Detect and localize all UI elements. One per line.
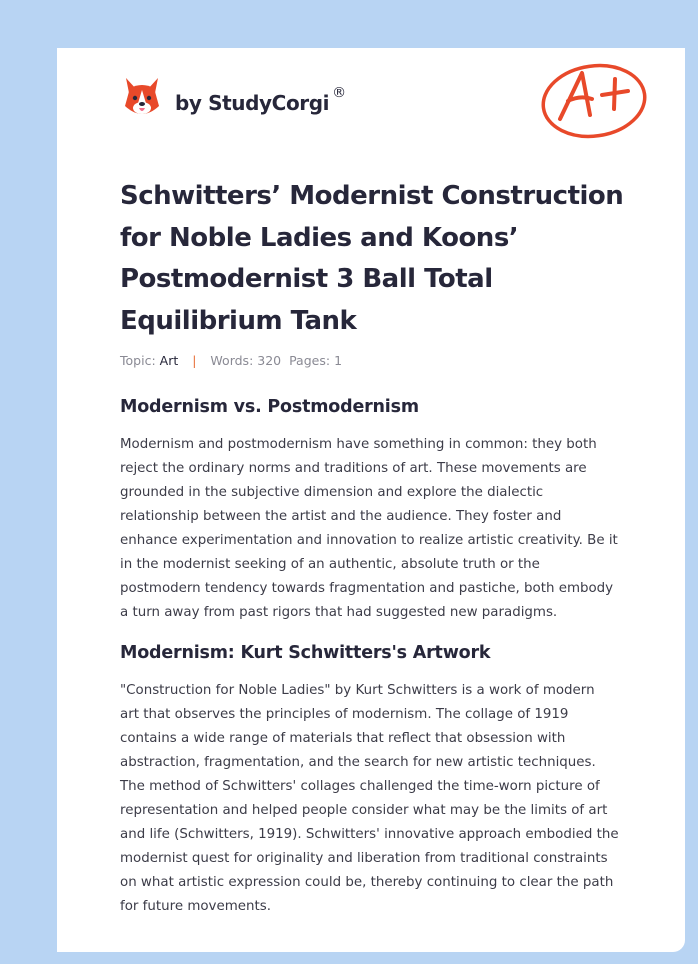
section-paragraph [120, 679, 632, 919]
paragraph-line: on what artistic expression could be, thereby continuing to clear the path [120, 875, 614, 890]
paragraph-line: relationship between the artist and the audience. They foster and [120, 509, 562, 524]
paragraph-line: reject the ordinary norms and traditions of art. These movements are [120, 461, 587, 476]
pages-label: Pages: [289, 353, 331, 368]
corgi-icon [122, 76, 162, 120]
section-heading: Modernism vs. Postmodernism [120, 397, 419, 417]
topic-label: Topic: [120, 353, 156, 368]
paragraph-line: enhance experimentation and innovation to realize artistic creativity. Be it [120, 533, 618, 548]
paragraph-line: a turn away from past rigors that had suggested new paradigms. [120, 605, 558, 620]
paragraph-line: modernist quest for originality and liberation from traditional constraints [120, 851, 608, 866]
document-meta [120, 353, 342, 368]
paragraph-line: art that observes the principles of modernism. The collage of 1919 [120, 707, 569, 722]
logo[interactable] [122, 76, 346, 120]
page-title: Schwitters’ Modernist Construction for Noble Ladies and Koons’ Postmodernist 3 Ball Total Equilibrium Tank [120, 181, 624, 336]
paragraph-line: postmodern tendency towards fragmentation and pastiche, both embody [120, 581, 614, 596]
words-count: 320 [257, 353, 282, 368]
paragraph-line: Modernism and postmodernism have something in common: they both [120, 437, 597, 452]
topic-link[interactable]: Art [159, 353, 179, 368]
paragraph-line: and life (Schwitters, 1919). Schwitters' innovative approach embodied the [120, 827, 619, 842]
paragraph-line: for future movements. [120, 899, 271, 914]
paragraph-line: representation and helped people consider what may be the limits of art [120, 803, 608, 818]
paragraph-line: The method of Schwitters' collages challenged the time-worn picture of [120, 779, 600, 794]
paragraph-line: "Construction for Noble Ladies" by Kurt Schwitters is a work of modern [120, 683, 595, 698]
paragraph-line: in the modernist seeking of an authentic, absolute truth or the [120, 557, 540, 572]
section-heading: Modernism: Kurt Schwitters's Artwork [120, 643, 491, 663]
pages-count: 1 [334, 353, 343, 368]
a-plus-icon [538, 59, 650, 141]
paragraph-line: grounded in the subjective dimension and explore the dialectic [120, 485, 544, 500]
paragraph-line: contains a wide range of materials that reflect that obsession with [120, 731, 566, 746]
paragraph-line: abstraction, fragmentation, and the search for new artistic techniques. [120, 755, 596, 770]
meta-separator: | [192, 353, 197, 368]
section-paragraph [120, 433, 632, 625]
words-label: Words: [210, 353, 254, 368]
brand-name: by StudyCorgi ® [175, 85, 346, 115]
